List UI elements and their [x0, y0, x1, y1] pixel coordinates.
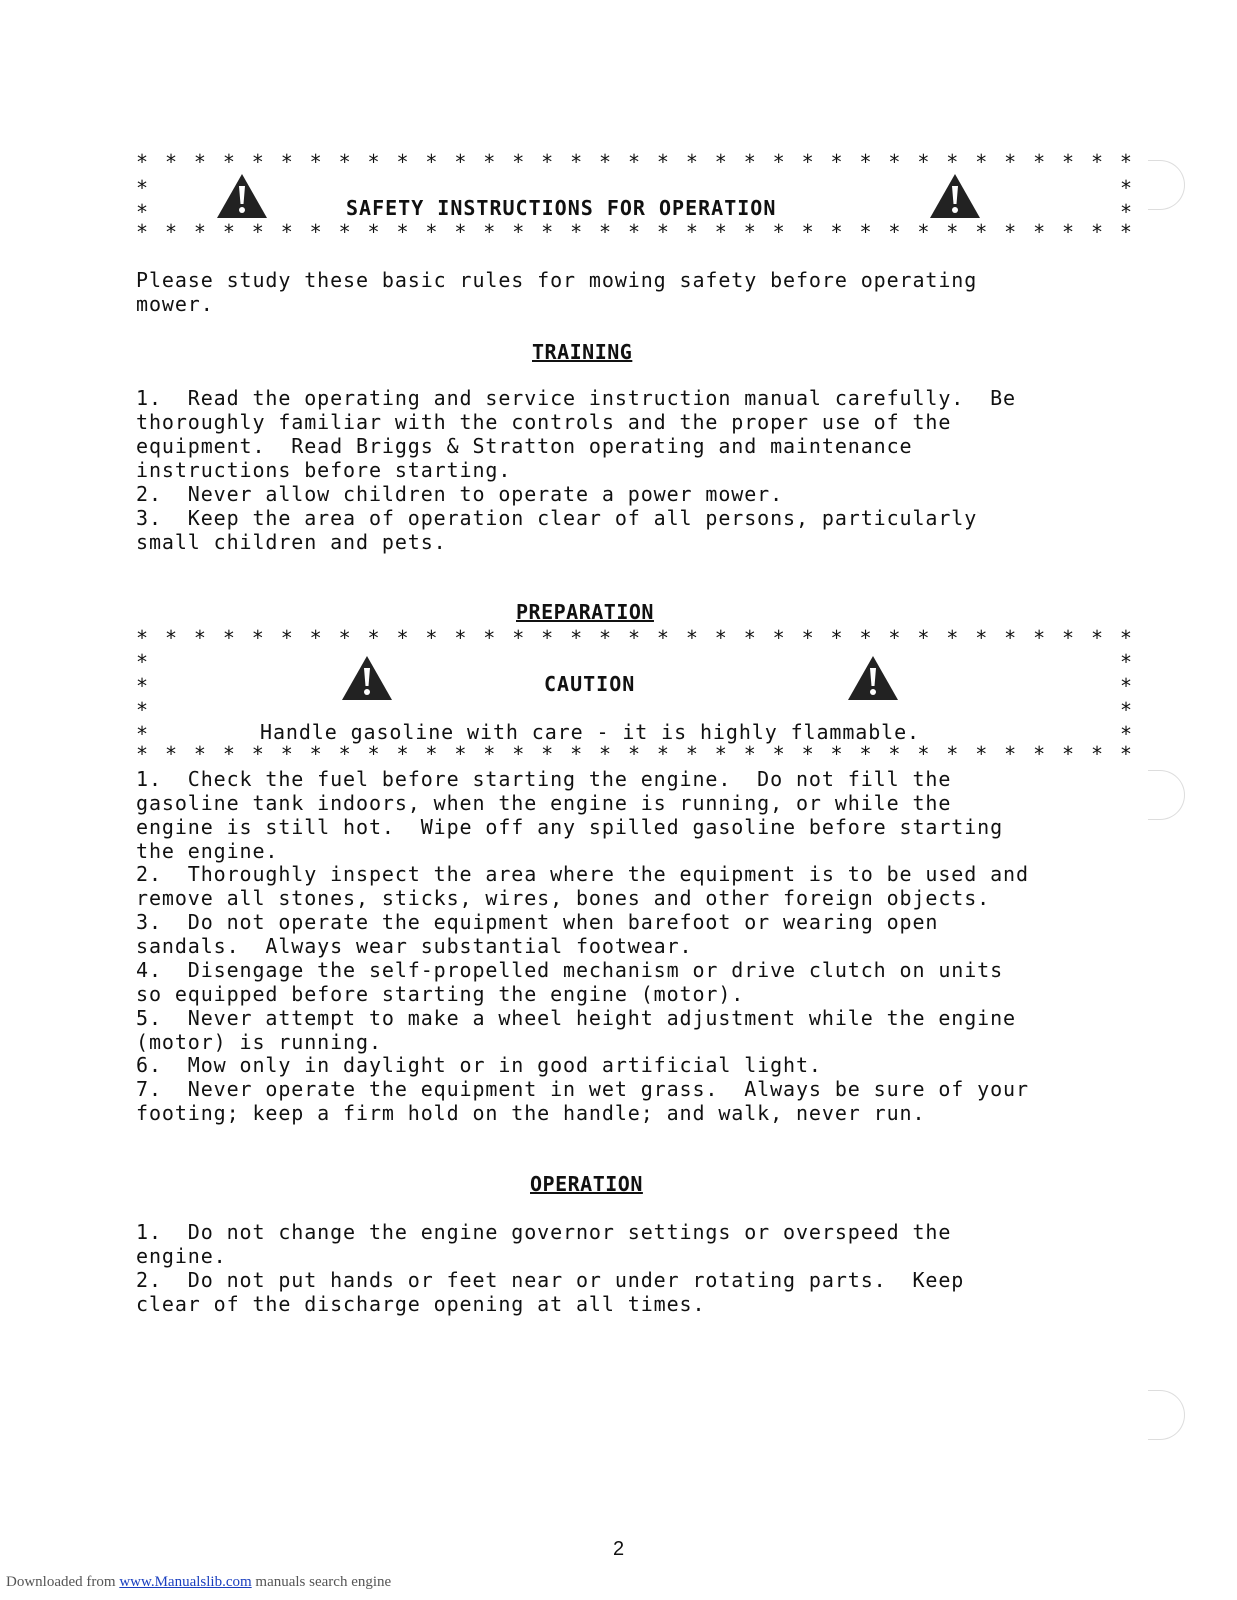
border-asterisk: * — [627, 220, 640, 244]
star-border-bottom — [136, 744, 1132, 764]
caution-text: Handle gasoline with care - it is highly flammable. — [260, 720, 920, 744]
border-asterisk: * — [251, 150, 264, 174]
border-asterisk: * — [714, 626, 727, 650]
border-asterisk: * — [743, 220, 756, 244]
star-border-top — [136, 628, 1132, 648]
border-asterisk: * — [1033, 150, 1046, 174]
border-asterisk: * — [164, 150, 177, 174]
border-asterisk: * — [917, 626, 930, 650]
border-asterisk: * — [512, 150, 525, 174]
star-border-right: * — [1120, 650, 1133, 674]
border-asterisk: * — [888, 150, 901, 174]
border-asterisk: * — [599, 220, 612, 244]
star-border-top — [136, 152, 1132, 172]
border-asterisk: * — [685, 220, 698, 244]
border-asterisk: * — [425, 742, 438, 766]
star-border-right: * — [1120, 200, 1133, 224]
section-heading-operation: OPERATION — [530, 1172, 643, 1196]
border-asterisk: * — [627, 150, 640, 174]
border-asterisk: * — [830, 150, 843, 174]
border-asterisk: * — [541, 626, 554, 650]
border-asterisk: * — [570, 626, 583, 650]
preparation-line: remove all stones, sticks, wires, bones and other foreign objects. — [136, 886, 991, 910]
border-asterisk: * — [888, 626, 901, 650]
scan-shadow — [1148, 770, 1185, 820]
border-asterisk: * — [917, 150, 930, 174]
border-asterisk: * — [136, 220, 149, 244]
border-asterisk: * — [685, 742, 698, 766]
operation-line: clear of the discharge opening at all times. — [136, 1292, 706, 1316]
star-border-left: * — [136, 200, 149, 224]
border-asterisk: * — [309, 742, 322, 766]
preparation-line: 3. Do not operate the equipment when barefoot or wearing open — [136, 910, 939, 934]
border-asterisk: * — [541, 150, 554, 174]
border-asterisk: * — [280, 220, 293, 244]
border-asterisk: * — [222, 626, 235, 650]
border-asterisk: * — [136, 626, 149, 650]
preparation-line: (motor) is running. — [136, 1030, 382, 1054]
border-asterisk: * — [1090, 150, 1103, 174]
training-line: small children and pets. — [136, 530, 447, 554]
border-asterisk: * — [859, 150, 872, 174]
training-line: thoroughly familiar with the controls and the proper use of the — [136, 410, 952, 434]
border-asterisk: * — [1033, 220, 1046, 244]
preparation-line: the engine. — [136, 839, 279, 863]
border-asterisk: * — [830, 626, 843, 650]
border-asterisk: * — [396, 626, 409, 650]
preparation-line: 4. Disengage the self-propelled mechanism or drive clutch on units — [136, 958, 1004, 982]
border-asterisk: * — [338, 626, 351, 650]
border-asterisk: * — [656, 626, 669, 650]
border-asterisk: * — [425, 220, 438, 244]
scan-shadow — [1148, 1390, 1185, 1440]
border-asterisk: * — [772, 220, 785, 244]
border-asterisk: * — [483, 742, 496, 766]
border-asterisk: * — [193, 626, 206, 650]
border-asterisk: * — [251, 626, 264, 650]
border-asterisk: * — [136, 742, 149, 766]
page-number: 2 — [613, 1538, 625, 1560]
operation-line: 2. Do not put hands or feet near or under rotating parts. Keep — [136, 1268, 965, 1292]
preparation-line: 6. Mow only in daylight or in good artificial light. — [136, 1053, 822, 1077]
border-asterisk: * — [714, 220, 727, 244]
border-asterisk: * — [338, 742, 351, 766]
section-heading-preparation: PREPARATION — [516, 600, 654, 624]
border-asterisk: * — [975, 220, 988, 244]
border-asterisk: * — [1119, 626, 1132, 650]
border-asterisk: * — [541, 220, 554, 244]
border-asterisk: * — [483, 150, 496, 174]
training-line: instructions before starting. — [136, 458, 512, 482]
border-asterisk: * — [251, 220, 264, 244]
border-asterisk: * — [454, 626, 467, 650]
border-asterisk: * — [714, 742, 727, 766]
border-asterisk: * — [743, 626, 756, 650]
border-asterisk: * — [599, 626, 612, 650]
border-asterisk: * — [743, 150, 756, 174]
border-asterisk: * — [1033, 626, 1046, 650]
border-asterisk: * — [367, 220, 380, 244]
border-asterisk: * — [975, 150, 988, 174]
footer-suffix: manuals search engine — [251, 1574, 392, 1590]
star-border-left: * — [136, 674, 149, 698]
border-asterisk: * — [1090, 626, 1103, 650]
border-asterisk: * — [136, 150, 149, 174]
border-asterisk: * — [338, 220, 351, 244]
footer — [6, 1574, 391, 1591]
intro-line: mower. — [136, 292, 214, 316]
border-asterisk: * — [1033, 742, 1046, 766]
border-asterisk: * — [830, 220, 843, 244]
border-asterisk: * — [396, 220, 409, 244]
border-asterisk: * — [772, 150, 785, 174]
section-heading-training: TRAINING — [532, 340, 633, 364]
border-asterisk: * — [222, 220, 235, 244]
preparation-line: 2. Thoroughly inspect the area where the equipment is to be used and — [136, 862, 1029, 886]
border-asterisk: * — [830, 742, 843, 766]
border-asterisk: * — [193, 150, 206, 174]
border-asterisk: * — [367, 742, 380, 766]
border-asterisk: * — [1119, 742, 1132, 766]
star-border-left: * — [136, 650, 149, 674]
border-asterisk: * — [164, 626, 177, 650]
border-asterisk: * — [309, 150, 322, 174]
scan-shadow — [1148, 160, 1185, 210]
star-border-left: * — [136, 722, 149, 746]
border-asterisk: * — [1004, 220, 1017, 244]
border-asterisk: * — [1090, 220, 1103, 244]
intro-line: Please study these basic rules for mowing safety before operating — [136, 268, 978, 292]
border-asterisk: * — [193, 220, 206, 244]
footer-link[interactable]: www.Manualslib.com — [119, 1574, 252, 1590]
border-asterisk: * — [946, 150, 959, 174]
border-asterisk: * — [743, 742, 756, 766]
preparation-line: 5. Never attempt to make a wheel height adjustment while the engine — [136, 1006, 1016, 1030]
warning-icon — [846, 654, 900, 702]
border-asterisk: * — [946, 220, 959, 244]
border-asterisk: * — [888, 220, 901, 244]
star-border-right: * — [1120, 176, 1133, 200]
border-asterisk: * — [1119, 220, 1132, 244]
border-asterisk: * — [251, 742, 264, 766]
star-border-right: * — [1120, 674, 1133, 698]
border-asterisk: * — [309, 626, 322, 650]
warning-icon — [340, 654, 394, 702]
border-asterisk: * — [483, 220, 496, 244]
border-asterisk: * — [772, 626, 785, 650]
border-asterisk: * — [975, 742, 988, 766]
border-asterisk: * — [772, 742, 785, 766]
border-asterisk: * — [1004, 742, 1017, 766]
border-asterisk: * — [888, 742, 901, 766]
border-asterisk: * — [193, 742, 206, 766]
preparation-line: 1. Check the fuel before starting the engine. Do not fill the — [136, 767, 952, 791]
border-asterisk: * — [627, 626, 640, 650]
border-asterisk: * — [425, 626, 438, 650]
border-asterisk: * — [1004, 626, 1017, 650]
border-asterisk: * — [570, 742, 583, 766]
caution-title: CAUTION — [544, 672, 636, 696]
border-asterisk: * — [1090, 742, 1103, 766]
border-asterisk: * — [1062, 626, 1075, 650]
border-asterisk: * — [714, 150, 727, 174]
border-asterisk: * — [801, 220, 814, 244]
border-asterisk: * — [599, 150, 612, 174]
border-asterisk: * — [859, 220, 872, 244]
border-asterisk: * — [946, 626, 959, 650]
border-asterisk: * — [570, 220, 583, 244]
operation-line: engine. — [136, 1244, 227, 1268]
border-asterisk: * — [599, 742, 612, 766]
training-line: equipment. Read Briggs & Stratton operating and maintenance — [136, 434, 913, 458]
border-asterisk: * — [917, 742, 930, 766]
training-line: 3. Keep the area of operation clear of all persons, particularly — [136, 506, 978, 530]
border-asterisk: * — [656, 742, 669, 766]
border-asterisk: * — [512, 742, 525, 766]
border-asterisk: * — [512, 220, 525, 244]
star-border-bottom — [136, 222, 1132, 242]
border-asterisk: * — [1062, 742, 1075, 766]
border-asterisk: * — [280, 626, 293, 650]
border-asterisk: * — [164, 742, 177, 766]
border-asterisk: * — [975, 626, 988, 650]
star-border-right: * — [1120, 698, 1133, 722]
operation-line: 1. Do not change the engine governor settings or overspeed the — [136, 1220, 952, 1244]
preparation-line: sandals. Always wear substantial footwear. — [136, 934, 693, 958]
border-asterisk: * — [396, 742, 409, 766]
border-asterisk: * — [685, 150, 698, 174]
warning-icon — [215, 172, 269, 220]
border-asterisk: * — [801, 626, 814, 650]
border-asterisk: * — [396, 150, 409, 174]
preparation-line: engine is still hot. Wipe off any spilled gasoline before starting — [136, 815, 1004, 839]
border-asterisk: * — [801, 150, 814, 174]
border-asterisk: * — [425, 150, 438, 174]
footer-prefix: Downloaded from — [6, 1574, 120, 1590]
border-asterisk: * — [656, 220, 669, 244]
border-asterisk: * — [367, 150, 380, 174]
warning-icon — [928, 172, 982, 220]
training-line: 1. Read the operating and service instruction manual carefully. Be — [136, 386, 1016, 410]
border-asterisk: * — [541, 742, 554, 766]
border-asterisk: * — [917, 220, 930, 244]
border-asterisk: * — [570, 150, 583, 174]
border-asterisk: * — [1119, 150, 1132, 174]
preparation-line: footing; keep a firm hold on the handle; and walk, never run. — [136, 1101, 926, 1125]
star-border-left: * — [136, 698, 149, 722]
border-asterisk: * — [309, 220, 322, 244]
border-asterisk: * — [164, 220, 177, 244]
border-asterisk: * — [946, 742, 959, 766]
star-border-left: * — [136, 176, 149, 200]
border-asterisk: * — [801, 742, 814, 766]
border-asterisk: * — [859, 742, 872, 766]
border-asterisk: * — [1062, 150, 1075, 174]
border-asterisk: * — [1004, 150, 1017, 174]
border-asterisk: * — [280, 742, 293, 766]
border-asterisk: * — [627, 742, 640, 766]
preparation-line: so equipped before starting the engine (motor). — [136, 982, 745, 1006]
training-line: 2. Never allow children to operate a power mower. — [136, 482, 784, 506]
border-asterisk: * — [859, 626, 872, 650]
border-asterisk: * — [656, 150, 669, 174]
border-asterisk: * — [483, 626, 496, 650]
page-title: SAFETY INSTRUCTIONS FOR OPERATION — [346, 196, 777, 220]
border-asterisk: * — [512, 626, 525, 650]
preparation-line: gasoline tank indoors, when the engine is running, or while the — [136, 791, 952, 815]
border-asterisk: * — [1062, 220, 1075, 244]
border-asterisk: * — [454, 220, 467, 244]
border-asterisk: * — [222, 150, 235, 174]
border-asterisk: * — [454, 150, 467, 174]
border-asterisk: * — [280, 150, 293, 174]
border-asterisk: * — [338, 150, 351, 174]
preparation-line: 7. Never operate the equipment in wet grass. Always be sure of your — [136, 1077, 1029, 1101]
border-asterisk: * — [685, 626, 698, 650]
border-asterisk: * — [454, 742, 467, 766]
star-border-right: * — [1120, 722, 1133, 746]
border-asterisk: * — [367, 626, 380, 650]
border-asterisk: * — [222, 742, 235, 766]
